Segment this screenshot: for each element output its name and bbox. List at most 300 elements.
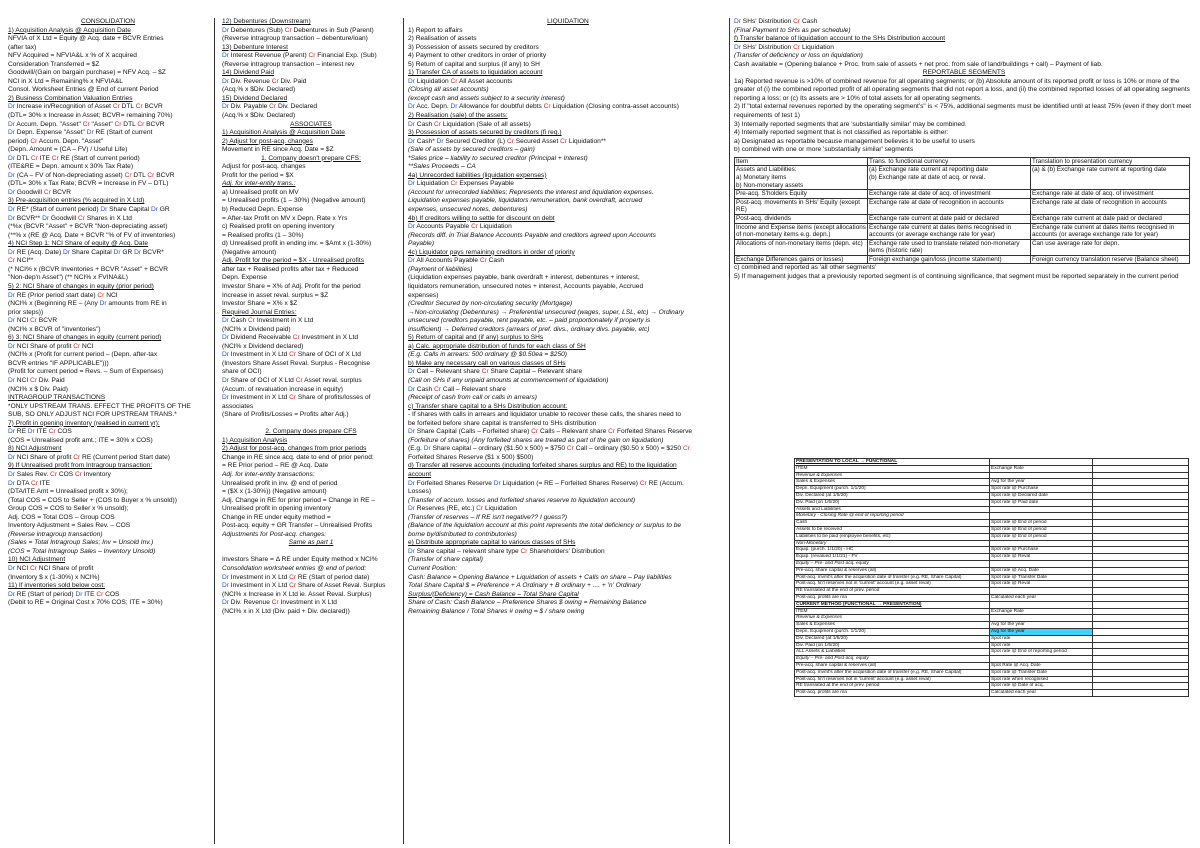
col1-line: Dr Depn. Expense "Asset" Dr RE (Start of current <box>8 129 153 137</box>
table-row <box>795 581 1189 588</box>
col4_top-line: a) Designated as reportable because management believes it to be useful to users <box>734 137 975 145</box>
table-row <box>795 683 1189 690</box>
col2-line <box>222 548 400 557</box>
table-cell: Assets and Liabilities: a) Monetary items b) Non-monetary assets <box>735 166 868 190</box>
table-cell <box>1093 513 1189 520</box>
table-cell: Div. Paid (on 1/5/20) <box>795 499 990 506</box>
col1-line: (ITE&RE = Depn. amount x 30% Tax Rate) <box>8 163 134 171</box>
table-row <box>735 239 1190 255</box>
table-cell: Exchange rate current at date paid or declared <box>1031 214 1190 223</box>
table-row <box>795 499 1189 506</box>
col1-line: Dr NCI Share of profit Cr NCI <box>8 342 94 350</box>
col3-line: 2) Realisation (sale) of the assets: <box>408 112 508 120</box>
col2-line: (Accum. of revaluation increase in equity) <box>222 385 343 393</box>
table-cell <box>1093 574 1189 581</box>
col2-line: Investor Share = X% of Adj. Profit for the period <box>222 282 361 290</box>
col2-line: (NCI% x Increase in X Ltd ie. Asset Reval. Surplus) <box>222 590 372 598</box>
associates-column <box>222 18 400 616</box>
table-cell: Exchange rate current at dates items recognised in accounts (or average exchange rate for year) <box>868 223 1031 239</box>
table-row <box>795 676 1189 683</box>
table-row <box>795 459 1189 466</box>
col2-line: 2) Adjust for post-acq. changes <box>222 137 313 145</box>
table-row <box>795 615 1189 622</box>
table-cell <box>1093 669 1189 676</box>
col2-line: c) Realised profit on opening inventory <box>222 223 335 231</box>
table-cell: Sales & Expenses <box>795 622 990 629</box>
col3-line: (Receipt of cash from call or calls in arrears) <box>408 394 537 402</box>
col1-line: Dr RE (Start of period) Dr ITE Cr COS <box>8 590 120 598</box>
col2-line: Change in RE since acq. date to end of prior period: <box>222 453 374 461</box>
col2-line: (Reverse intragroup transaction – interest rev <box>222 60 355 68</box>
table-cell: RE translated at the end of prev. period <box>795 683 990 690</box>
col3-line: 1) Transfer CA of assets to liquidation account <box>408 69 543 77</box>
col3-line: 2) Realisation of assets <box>408 35 477 43</box>
col1-line: *ONLY UPSTREAM TRANS. EFFECT THE PROFITS OF THE <box>8 402 191 410</box>
table-cell: (a) Exchange rate current at reporting date (b) Exchange rate at date of acq. or reval. <box>868 166 1031 190</box>
table-cell <box>1093 520 1189 527</box>
col1-line: "Non-dep'n Asset") (** NCI% x FVINA&L) <box>8 274 128 282</box>
table-cell <box>1093 465 1189 472</box>
table-row <box>795 588 1189 595</box>
table-cell: Div. Paid (on 1/5/20) <box>795 642 990 649</box>
col2-line: Movement in RE since Acq. Date = $Z <box>222 146 334 154</box>
table-row <box>795 520 1189 527</box>
col3-line: Liquidation expenses payable, liquidators remuneration, bank overdraft, accrued <box>408 197 643 205</box>
table-cell <box>1093 676 1189 683</box>
table-cell: Post-acq. movements in SHs' Equity (except RE) <box>735 198 868 214</box>
col3-line: 3) Possession of assets secured by creditors <box>408 43 539 51</box>
col2-line: Dr Div. Revenue Cr Investment in X Ltd <box>222 599 337 607</box>
table-cell: Exchange Rate <box>990 608 1093 615</box>
col2-line: Post-acq. equity + GR Transfer – Unrealised Profits <box>222 522 373 530</box>
table-cell: Spot Rate @ Acq. Date <box>990 662 1093 669</box>
table-cell <box>1093 472 1189 479</box>
col2-line: Adj. for inter-entity trans.: <box>222 180 296 188</box>
table-row <box>735 190 1190 199</box>
col1-line: Adj. COS = Total COS – Group COS <box>8 513 115 521</box>
table-cell <box>1093 581 1189 588</box>
table-cell: Exchange rate used to translate related non-monetary items (historic rate) <box>868 239 1031 255</box>
table-cell: Pre-acq. share capital & reserves (all) <box>795 662 990 669</box>
col2-line: Dr Div. Revenue Cr Div. Paid <box>222 77 307 85</box>
table-row <box>795 513 1189 520</box>
col4_top-line: Cash available = (Opening balance + Proc. from sale of assets + net proc. from sale of land/buildings + call) – Payment of liab. <box>734 60 1103 68</box>
col1-line: (Depn. Amount = (CA – FV) / Useful Life) <box>8 146 128 154</box>
table-cell <box>1093 628 1189 635</box>
col2-line: Investors Share = Δ RE under Equity method x NCI% <box>222 556 378 564</box>
table-cell: Assets and Liabilities <box>795 506 990 513</box>
col2-line: (NCI% x Dividend paid) <box>222 325 291 333</box>
table-cell <box>1093 615 1189 622</box>
col1-line: 8) NCI Adjustment <box>8 445 62 453</box>
col2-line: 13) Debenture Interest <box>222 43 288 51</box>
col3-line: 5) Return of capital and surplus (if any) to SH <box>408 60 540 68</box>
col2-line: Increase in asset reval. surplus = $Z <box>222 291 329 299</box>
table-cell <box>1093 608 1189 615</box>
col2-line: (NCI% x Dividend declared) <box>222 342 304 350</box>
table-cell: RE translated at the end of prev. period <box>795 588 990 595</box>
col1-line: (Sales = Total Intragroup Sales; Inv = Unsold Inv.) <box>8 539 154 547</box>
col2-line: 2. Company does prepare CFS <box>265 428 357 436</box>
table-cell: Post-acq. profits are n/a <box>795 690 990 697</box>
col2-line: 14) Dividend Paid <box>222 69 275 77</box>
table-cell: Spot rate @ Acq. Date <box>990 567 1093 574</box>
table-cell <box>990 540 1093 547</box>
table-cell: Exchange rate at date of recognition in accounts <box>1031 198 1190 214</box>
table-cell: Spot rate @ End of period <box>990 526 1093 533</box>
table-cell: Foreign exchange gain/loss (income statement) <box>868 255 1031 264</box>
col3-line: Dr Call – Relevant share Cr Share Capital – Relevant share <box>408 368 583 376</box>
table-cell: ITEM <box>795 608 990 615</box>
col2-line: Consolidation worksheet entries @ end of period: <box>222 565 367 572</box>
table-cell <box>1093 567 1189 574</box>
table-cell <box>990 615 1093 622</box>
table-cell: Liabilities to be paid (employee benefits, etc) <box>795 533 990 540</box>
col3-line: 4a) Unrecorded liabilities (liquidation expenses) <box>408 171 547 179</box>
col2-line: Change in RE under equity method = <box>222 513 331 521</box>
col3-line: (Sale of assets by secured creditors – gain) <box>408 146 535 154</box>
col1-line: Dr RE* (Start of current period) Dr Share Capital Dr GR <box>8 206 170 214</box>
col3-line: Surplus/(Deficiency) = Cash Balance – Total Share Capital <box>408 590 579 598</box>
col1-line: Dr Sales Rev. Cr COS Cr Inventory <box>8 470 111 478</box>
table-cell <box>990 560 1093 567</box>
table-row <box>795 601 1189 608</box>
table-cell <box>1093 601 1189 608</box>
table-row <box>795 662 1189 669</box>
col2-line: Dr Share of OCI of X Ltd Cr Asset reval. surplus <box>222 376 362 384</box>
table-cell: Equip. (purch. 1/1/20) - HC <box>795 547 990 554</box>
table-cell: Exchange rate at date of acq. of investment <box>868 190 1031 199</box>
col1-line: (NCI% x BCVR of "inventories") <box>8 325 101 333</box>
table-cell <box>1093 492 1189 499</box>
col3-line: (Account for unrecorded liabilities; Represents the interest and liquidation expenses. <box>408 188 654 196</box>
table-cell: Spot rate @ Transfer Date <box>990 669 1093 676</box>
col1-line: Inventory Adjustment = Sales Rev. – COS <box>8 522 131 530</box>
table-cell <box>1093 540 1189 547</box>
table-cell: (a) & (b) Exchange rate current at reporting date <box>1031 166 1190 190</box>
col1-line: (Inventory $ x (1-30%) x NCI%) <box>8 573 100 581</box>
table-row <box>795 690 1189 697</box>
col1-line: 2) Business Combination Valuation Entries <box>8 94 133 102</box>
col3-line: (Transfer of accum. losses and forfeited shares reserve to liquidation account) <box>408 496 636 504</box>
col3-line: (Payment of liabilities) <box>408 265 473 273</box>
col3-line: Dr Cash Cr Liquidation (Sale of all assets) <box>408 120 531 128</box>
table-cell: Sales & Expenses <box>795 479 990 486</box>
col2-line: (Acq.% x $Div. Declared) <box>222 112 296 120</box>
table-cell: PRESENTATION TO LOCAL → FUNCTIONAL <box>795 459 990 466</box>
table-cell: Pre-acq. S'holders Equity <box>735 190 868 199</box>
table-cell: Spot rate @ End of period <box>990 533 1093 540</box>
col3-line: Dr All Accounts Payable Cr Cash <box>408 257 505 265</box>
col2-line: Dr Dividend Receivable Cr Investment in X Ltd <box>222 334 358 342</box>
table-cell: Revenue & Expenses <box>795 615 990 622</box>
col2-line: Dr Div. Payable Cr Div. Declared <box>222 103 318 111</box>
table-header-row <box>735 157 1190 166</box>
col2-line: Dr Interest Revenue (Parent) Cr Financial Exp. (Sub) <box>222 52 377 60</box>
table-cell: Exchange Rate <box>990 465 1093 472</box>
col1-line: BCVR entries "IF APPLICABLE"))) <box>8 359 109 367</box>
table-cell <box>1093 499 1189 506</box>
table-cell: CURRENT METHOD (FUNCTIONAL → PRESENTATION) <box>795 601 990 608</box>
col3-line: (E.g. Dr Share capital – ordinary ($1.50 x 500) = $750 Cr Call – ordinary ($0.50 x 500) = $250 Cr <box>408 445 690 453</box>
table-cell <box>990 513 1093 520</box>
col1-line: 10) NCI Adjustment <box>8 556 66 564</box>
table-cell: Spot rate @ Transfer Date <box>990 574 1093 581</box>
table-cell: Exchange rate at date of acq. of investment <box>1031 190 1190 199</box>
col2-line: (Acq.% x $Div. Declared) <box>222 86 296 94</box>
table-cell <box>1093 642 1189 649</box>
table-cell <box>1093 622 1189 629</box>
col2-line: 1) Acquisition Analysis <box>222 436 288 444</box>
col3-line: Dr Share Capital (Calls – Forfeited share) Cr Calls – Relevant share Cr Forfeited Shares Reserve <box>408 428 693 436</box>
table-cell <box>1093 649 1189 656</box>
col1-line: Dr DTA Cr ITE <box>8 479 51 487</box>
table-cell: Spot rate @ Date of acq. <box>990 683 1093 690</box>
col2-line: ASSOCIATES <box>290 120 332 128</box>
table-row <box>795 479 1189 486</box>
col1-line: NCI in X Ltd = Remaining% x NFVIA&L <box>8 77 123 85</box>
col2-line: Unrealised profit in opening inventory <box>222 505 331 513</box>
col4_top-line: 3) Internally reported segments that are 'substantially similar' may be combined. <box>734 120 967 128</box>
col2-line: (Investors Share Asset Reval. Surplus - Recognise <box>222 359 371 367</box>
table-cell <box>990 656 1093 663</box>
col3-line: Dr Share capital – relevant share type Cr Shareholders' Distribution <box>408 547 605 555</box>
col1-line: (COS = Total Intragroup Sales – Inventory Unsold) <box>8 547 156 555</box>
col2-line: Investor Share = X% x $Z <box>222 300 298 308</box>
table-cell <box>1093 479 1189 486</box>
col2-line: Unrealised profit in inv. @ end of period <box>222 479 338 487</box>
col2-line: = After-tax Profit on MV x Depn. Rate x Yrs <box>222 214 348 222</box>
col1-line: 11) If inventories sold below cost: <box>8 582 105 590</box>
col2-line: Adjust for post-acq. changes <box>222 163 306 171</box>
table-row <box>795 608 1189 615</box>
col2-line: = RE Prior period – RE @ Acq. Date <box>222 462 329 470</box>
col1-line: (after tax) <box>8 43 37 51</box>
col3-line: expenses, unsecured notes, debentures) <box>408 206 528 214</box>
table-cell: Spot rate @ End of reporting period <box>990 649 1093 656</box>
table-cell <box>1093 547 1189 554</box>
col4_bottom-line: 5) If management judges that a previously reported segment is of continuing significance, that segment must be reported separately in the current period <box>734 273 1179 281</box>
col1-line: Dr NCI Cr NCI Share of profit <box>8 565 94 572</box>
col2-line: 2) Adjust for post-acq. changes from prior periods <box>222 445 367 453</box>
table-cell: Revenue & Expenses <box>795 472 990 479</box>
col1-line: Dr BCVR** Dr Goodwill Cr Shares in X Ltd <box>8 214 132 222</box>
col2-line: Profit for the period = $X <box>222 171 294 179</box>
table-cell: Equity – Pre- and Post-acq. equity <box>795 656 990 663</box>
table-cell: Pre-acq. share capital & reserves (all) <box>795 567 990 574</box>
col3-line: 4) Payment to other creditors in order of priority <box>408 52 547 60</box>
col2-line: (Negative amount) <box>222 248 277 256</box>
col1-line: SUB, SO ONLY ADJUST NCI FOR UPSTREAM TRANS.* <box>8 411 177 419</box>
table-row <box>795 492 1189 499</box>
col4_top-line: 1a) Reported revenue is >10% of combined revenue for all operating segments; or (b) Absolute amount of its reported profit or loss is 10% or more of the greater of (i) the combined reported profit of all operating segments that did not report a loss, and (ii) the combined reported losses of all operating segments reporting a loss; or (c) Its assets are > 10% of total assets for all operating segments. <box>734 77 1190 102</box>
col1-line: (NCI% x (Beginning RE – (Any Dr amounts from RE in <box>8 300 167 308</box>
table-cell: Spot rate @ Reval <box>990 554 1093 561</box>
col3-line: Forfeited Shares Reserve ($1 x 500) $500) <box>408 453 534 461</box>
col1-line: (Profit for current period = Revs. – Sum of Expenses) <box>8 368 164 376</box>
col2-line: after tax + Realised profits after tax + Reduced <box>222 265 359 273</box>
col3-line: Losses) <box>408 488 432 496</box>
col3-line: Dr Liquidation Cr Expenses Payable <box>408 180 514 188</box>
table-cell: Avg for the year <box>990 622 1093 629</box>
table-cell: Exchange Differences gains or losses) <box>735 255 868 264</box>
col3-line: e) Distribute appropriate capital to various classes of SHs <box>408 539 576 547</box>
table-cell: Exchange rate current at date paid or declared <box>868 214 1031 223</box>
segments-column <box>734 18 1194 282</box>
col1-line: NFVIA of X Ltd = Equity @ Acq. date + BCVR Entries <box>8 35 164 43</box>
table-row <box>795 642 1189 649</box>
col2-line: a) Unrealised profit on MV <box>222 188 299 196</box>
col2-line: Adj. Profit for the period = $X - Unrealised profits <box>222 257 365 265</box>
table-cell: Allocations of non-monetary items (depn. etc) <box>735 239 868 255</box>
col1-line: 1) Acquisition Analysis @ Acquisition Date <box>8 26 131 34</box>
exchange-rate-table <box>794 458 1189 697</box>
col3-line: *Sales price – liability to secured creditor (Principal + Interest) <box>408 154 588 162</box>
table-row <box>735 223 1190 239</box>
table-row <box>795 656 1189 663</box>
table-cell: Equip. (revalued 1/1/21) - FV <box>795 554 990 561</box>
col4_top-line: 4) Internally reported segment that is not classified as reportable is either: <box>734 129 949 137</box>
col1-line: (Reverse intragroup transaction) <box>8 530 103 538</box>
table-cell <box>1093 526 1189 533</box>
col1-line: (COS = Unrealised profit amt.; ITE = 30% x COS) <box>8 436 153 444</box>
table-row <box>795 486 1189 493</box>
table-row <box>735 255 1190 264</box>
col3-line: Cash: Balance = Opening Balance + Liquidation of assets + Calls on share – Pay liabilities <box>408 573 672 581</box>
col1-line: (* NCI% x (BCVR Inventories + BCVR "Asset" + BCVR <box>8 265 169 273</box>
table-cell: Spot rate @ Paid date <box>990 499 1093 506</box>
col1-line: (**% x (RE @ Acq. Date + BCVR "% of FV of inventories) <box>8 231 176 239</box>
table-cell <box>990 459 1093 466</box>
col4_top-line: b) combined with one or more 'substantially similar' segments <box>734 146 914 154</box>
col1-line: Dr RE Dr ITE Cr COS <box>8 428 72 436</box>
table-cell: Monetary - Closing Rate @ end of reporting period <box>795 513 990 520</box>
col1-line: Dr NCI Cr BCVR <box>8 317 58 325</box>
col2-line: 15) Dividend Declared <box>222 94 288 102</box>
col2-line: associates <box>222 402 254 410</box>
table-cell: ITEM <box>795 465 990 472</box>
col4_top-line: Dr SHs' Distribution Cr Liquidation <box>734 43 834 51</box>
table-cell <box>1093 635 1189 642</box>
col2-line: Adjustments for Post-acq. changes: <box>222 530 327 538</box>
table-cell: Spot rate when recognised <box>990 676 1093 683</box>
table-row <box>795 554 1189 561</box>
col4_top-line: f) Transfer balance of liquidation account to the SHs Distribution account <box>734 35 946 43</box>
table-cell <box>1093 486 1189 493</box>
table-row <box>795 622 1189 629</box>
table-cell: Post-acq. fin'l reserves not in 'current' account (e.g. asset reval) <box>795 676 990 683</box>
col3-line: 4c) Liquidator pays remaining creditors in order of priority <box>408 248 575 256</box>
col1-line: Consol. Worksheet Entries @ End of current Period <box>8 86 159 94</box>
table-cell: ALL Assets & Liabilities <box>795 649 990 656</box>
col3-line: Total Share Capital $ = Preference + A Ordinary + B ordinary + .... + 'n' Ordinary <box>408 582 641 590</box>
table-row <box>795 506 1189 513</box>
table-cell: Non-Monetary <box>795 540 990 547</box>
col3-line: (except cash and assets subject to a security interest) <box>408 94 565 102</box>
table-cell: Depn. Equipment (purch. 1/1/20) <box>795 486 990 493</box>
col1-line: Dr DTL Cr ITE Cr RE (Start of current period) <box>8 154 140 162</box>
col1-line: Dr (CA – FV of Non-depreciating asset) Cr DTL Cr BCVR <box>8 171 175 179</box>
col4_top-line: (Final Payment to SHs as per schedule) <box>734 26 851 34</box>
col2-line: Dr Investment in X Ltd Cr Share of OCI of X Ltd <box>222 351 361 359</box>
table-cell: Spot rate @ Purchase <box>990 486 1093 493</box>
col4_top-line: REPORTABLE SEGMENTS <box>922 69 1006 77</box>
col4_top-line: (Transfer of deficiency or loss on liquidation) <box>734 52 863 60</box>
col3-line: Dr Accounts Payable Cr Liquidation <box>408 223 512 231</box>
col2-line: = Unrealised profits (1 – 30%) (Negative amount) <box>222 197 366 205</box>
col1-line: CONSOLIDATION <box>80 18 136 25</box>
col1-line: Dr Increase in/Recognition of Asset Cr DTL Cr BCVR <box>8 103 163 111</box>
col3-line: LIQUIDATION <box>547 18 589 25</box>
col3-line: Share of Cash: Cash Balance – Preference Shares $ owing = Remaining Balance <box>408 599 647 607</box>
table-row <box>795 669 1189 676</box>
col2-line <box>222 420 400 429</box>
col2-line: d) Unrealised profit in ending inv. = $Amt x (1-30%) <box>222 240 372 248</box>
table-cell: Income and Expense items (except allocations of non-monetary items e.g. depn.) <box>736 223 866 239</box>
col3-line: (Call on SHs if any unpaid amounts at commencement of liquidation) <box>408 376 609 384</box>
table-row <box>795 472 1189 479</box>
table-cell <box>990 506 1093 513</box>
table-cell: Avg for the year <box>990 479 1093 486</box>
table-cell <box>1093 533 1189 540</box>
table-cell <box>990 588 1093 595</box>
col2-line: Depn. Expense <box>222 274 268 282</box>
col1-line: (Total COS = COS to Seller + (COS to Buyer x % unsold)) <box>8 496 177 504</box>
table-cell: Calculated each year <box>990 594 1093 601</box>
table-row <box>795 533 1189 540</box>
table-cell: Post-acq. mvmt's after the acquisition date of transfer (e.g. RE, Share Capital) <box>795 574 990 581</box>
col1-line: Dr Accum. Depn. "Asset" Cr "Asset" Cr DTL Cr BCVR <box>8 120 165 128</box>
col3-line: insufficient) → Deferred creditors (arrears of pref. divs., ordinary divs. payable, etc) <box>408 325 650 333</box>
table-row <box>735 214 1190 223</box>
table-cell: Post-acq. mvmt's after the acquisition date of transfer (e.g. RE, Share Capital) <box>795 669 990 676</box>
col3-line: (Closing all asset accounts) <box>408 86 489 94</box>
col3-line: b) Make any necessary call on various classes of SHs <box>408 359 566 367</box>
table-cell: Post-acq. dividends <box>735 214 868 223</box>
col1-line: Dr NCI Cr Div. Paid <box>8 376 65 384</box>
table-header-cell: Item <box>735 157 868 166</box>
table-cell: Exchange rate at date of recognition in accounts <box>868 198 1031 214</box>
col1-line: 9) If Unrealised profit from Intragroup transaction: <box>8 462 153 470</box>
col1-line: (DTA/ITE Amt = Unrealised profit x 30%); <box>8 488 128 496</box>
col3-line: (Transfer of share capital) <box>408 556 484 564</box>
col3-line: 5) Return of capital and (if any) surplus to SHs <box>408 334 544 342</box>
col1-line: NFV Acquired = NFVIA&L x % of X acquired <box>8 52 137 60</box>
table-cell: Cash <box>795 520 990 527</box>
col3-line: Dr Forfeited Shares Reserve Dr Liquidation (= RE – Forfeited Shares Reserve) Cr RE (Accum. <box>408 479 684 487</box>
col3-line: (E.g. Calls in arrears: 500 ordinary @ $0.50ea = $250) <box>408 351 567 359</box>
col4_bottom-line: c) combined and reported as 'all other segments' <box>734 264 877 272</box>
col1-line: (DTL= 30% x Increase in Asset; BCVR= remaining 70%) <box>8 112 173 120</box>
table-cell <box>1093 690 1189 697</box>
table-row <box>795 547 1189 554</box>
col2-line: Adj. for inter-entity transactions: <box>222 470 315 478</box>
col2-line: Dr Investment in X Ltd Cr RE (Start of period date) <box>222 573 370 581</box>
col2-line: Dr Investment in X Ltd Cr Share of profits/losses of <box>222 394 371 402</box>
col3-line: (Forfeiture of shares) (Any forfeited shares are treated as part of the gain on liquidation) <box>408 436 664 444</box>
table-cell: Div. Declared (at 1/5/20) <box>795 635 990 642</box>
table-cell: Spot rate <box>990 642 1093 649</box>
col1-line: 4) NCI Step 1: NCI Share of equity @ Acq. Date <box>8 240 149 248</box>
col2-line: = Realised profits (1 – 30%) <box>222 231 304 239</box>
table-cell: Post-acq. profits are n/a <box>795 594 990 601</box>
table-row <box>735 198 1190 214</box>
col3-line: 4b) If creditors willing to settle for discount on debt <box>408 214 555 222</box>
col2-line: (NCI% x in X Ltd (Div. paid + Div. declared)) <box>222 607 350 615</box>
table-cell: Spot rate @ Purchase <box>990 547 1093 554</box>
col3-line: Dr Acc. Depn. Dr Allowance for doubtful debts Cr Liquidation (Closing contra-asset accounts) <box>408 103 679 111</box>
table-row <box>795 465 1189 472</box>
